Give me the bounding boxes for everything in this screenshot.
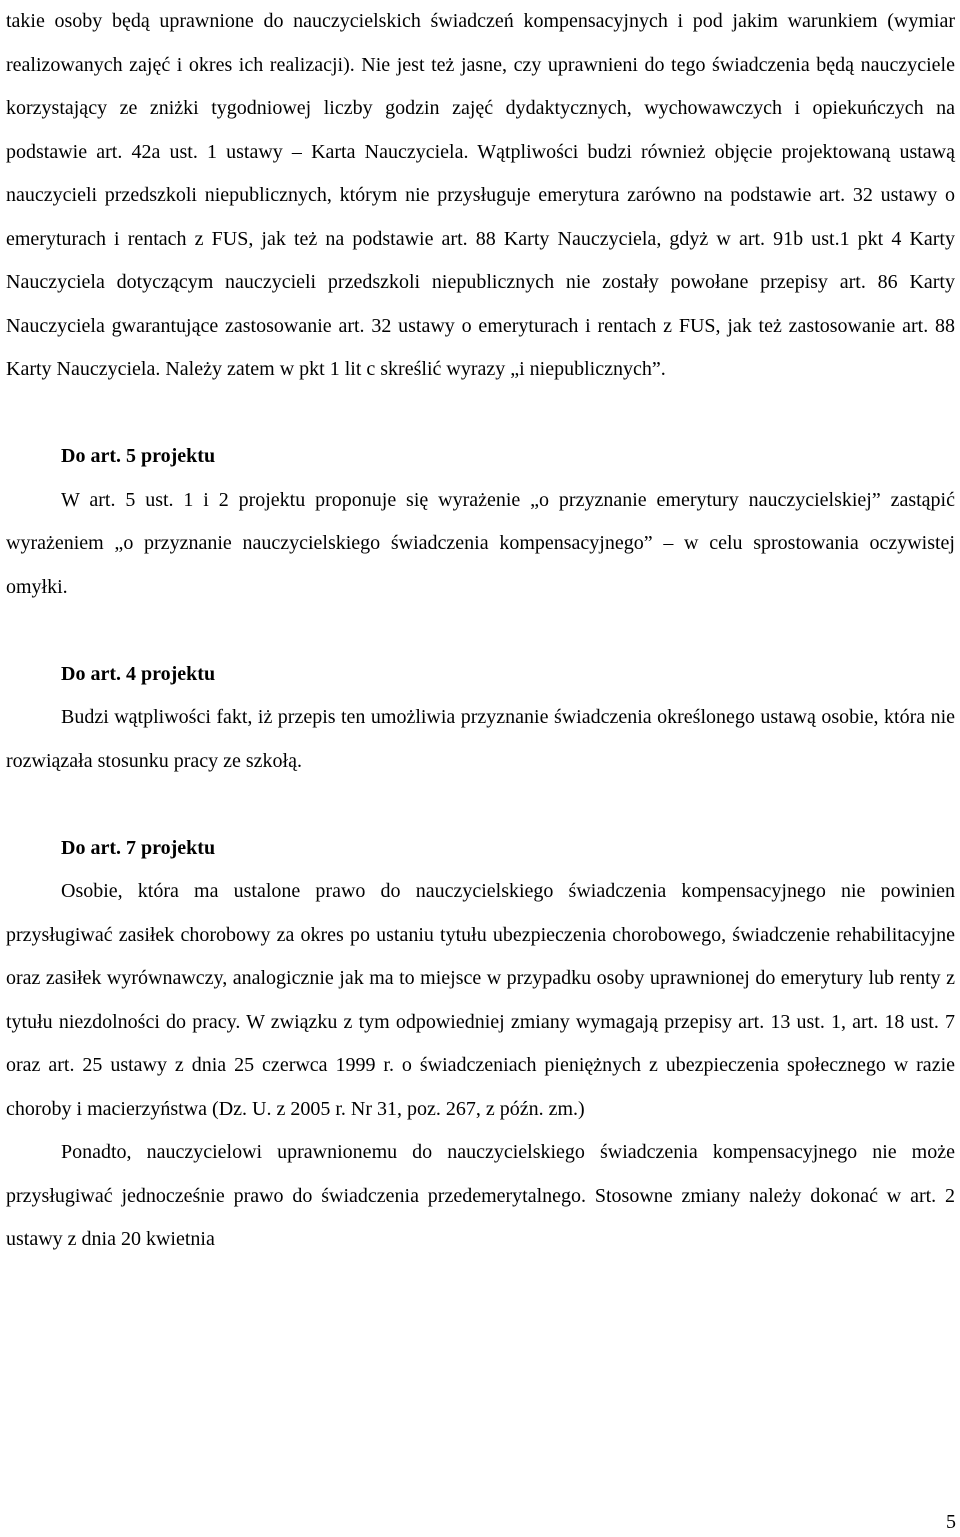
spacer xyxy=(6,609,955,653)
paragraph-pre-retirement: Ponadto, nauczycielowi uprawnionemu do nauczycielskiego świadczenia kompensacyjnego nie może przysługiwać jednocześnie prawo do świadczenia przedemerytalnego. Stosowne zmiany należy dokonać w art. 2 ustawy z dnia 20 kwietnia xyxy=(6,1141,955,1250)
paragraph-art-4: Budzi wątpliwości fakt, iż przepis ten umożliwia przyznanie świadczenia określonego ustawą osobie, która nie rozwiązała stosunku pracy ze szkołą. xyxy=(6,706,955,772)
page-number: 5 xyxy=(946,1511,956,1533)
section-heading-art-5: Do art. 5 projektu xyxy=(61,445,216,467)
paragraph-eligibility-concerns: takie osoby będą uprawnione do nauczycielskich świadczeń kompensacyjnych i pod jakim warunkiem (wymiar realizowanych zajęć i okres ich realizacji). Nie jest też jasne, czy uprawnieni do tego świadczenia będą nauczyciele korzystający ze zniżki tygodniowej liczby godzin zajęć dydaktycznych, wychowawczych i opiekuńczych na podstawie art. 42a ust. 1 ustawy – Karta Nauczyciela. Wątpliwości budzi również objęcie projektowaną ustawą nauczycieli przedszkoli niepublicznych, którym nie przysługuje emerytura zarówno na podstawie art. 32 ustawy o emeryturach i rentach z FUS, jak też na podstawie art. 88 Karty Nauczyciela, gdyż w art. 91b ust.1 pkt 4 Karty Nauczyciela dotyczącym nauczycieli przedszkoli niepublicznych nie zostały powołane przepisy art. 86 Karty Nauczyciela gwarantujące zastosowanie art. 32 ustawy o emeryturach i rentach z FUS, jak też zastosowanie art. 88 Karty Nauczyciela. Należy zatem w pkt 1 lit c skreślić wyrazy „i niepublicznych”. xyxy=(6,10,955,380)
spacer xyxy=(6,783,955,827)
paragraph-art-5: W art. 5 ust. 1 i 2 projektu proponuje się wyrażenie „o przyznanie emerytury nauczycielskiej” zastąpić wyrażeniem „o przyznanie nauczycielskiego świadczenia kompensacyjnego” – w celu sprostowania oczywistej omyłki. xyxy=(6,488,955,598)
spacer xyxy=(6,392,955,436)
paragraph-art-7: Osobie, która ma ustalone prawo do nauczycielskiego świadczenia kompensacyjnego nie powinien przysługiwać zasiłek chorobowy za okres po ustaniu tytułu ubezpieczenia chorobowego, świadczenie rehabilitacyjne oraz zasiłek wyrównawczy, analogicznie jak ma to miejsce w przypadku osoby uprawnionej do emerytury lub renty z tytułu niezdolności do pracy. W związku z tym odpowiedniej zmiany wymagają przepisy art. 13 ust. 1, art. 18 ust. 7 oraz art. 25 ustawy z dnia 25 czerwca 1999 r. o świadczeniach pieniężnych z ubezpieczenia społecznego w razie choroby i macierzyństwa (Dz. U. z 2005 r. Nr 31, poz. 267, z późn. zm.) xyxy=(6,880,955,1120)
section-heading-art-4: Do art. 4 projektu xyxy=(61,662,216,685)
document-page xyxy=(6,0,955,1262)
section-heading-art-7: Do art. 7 projektu xyxy=(61,836,216,859)
